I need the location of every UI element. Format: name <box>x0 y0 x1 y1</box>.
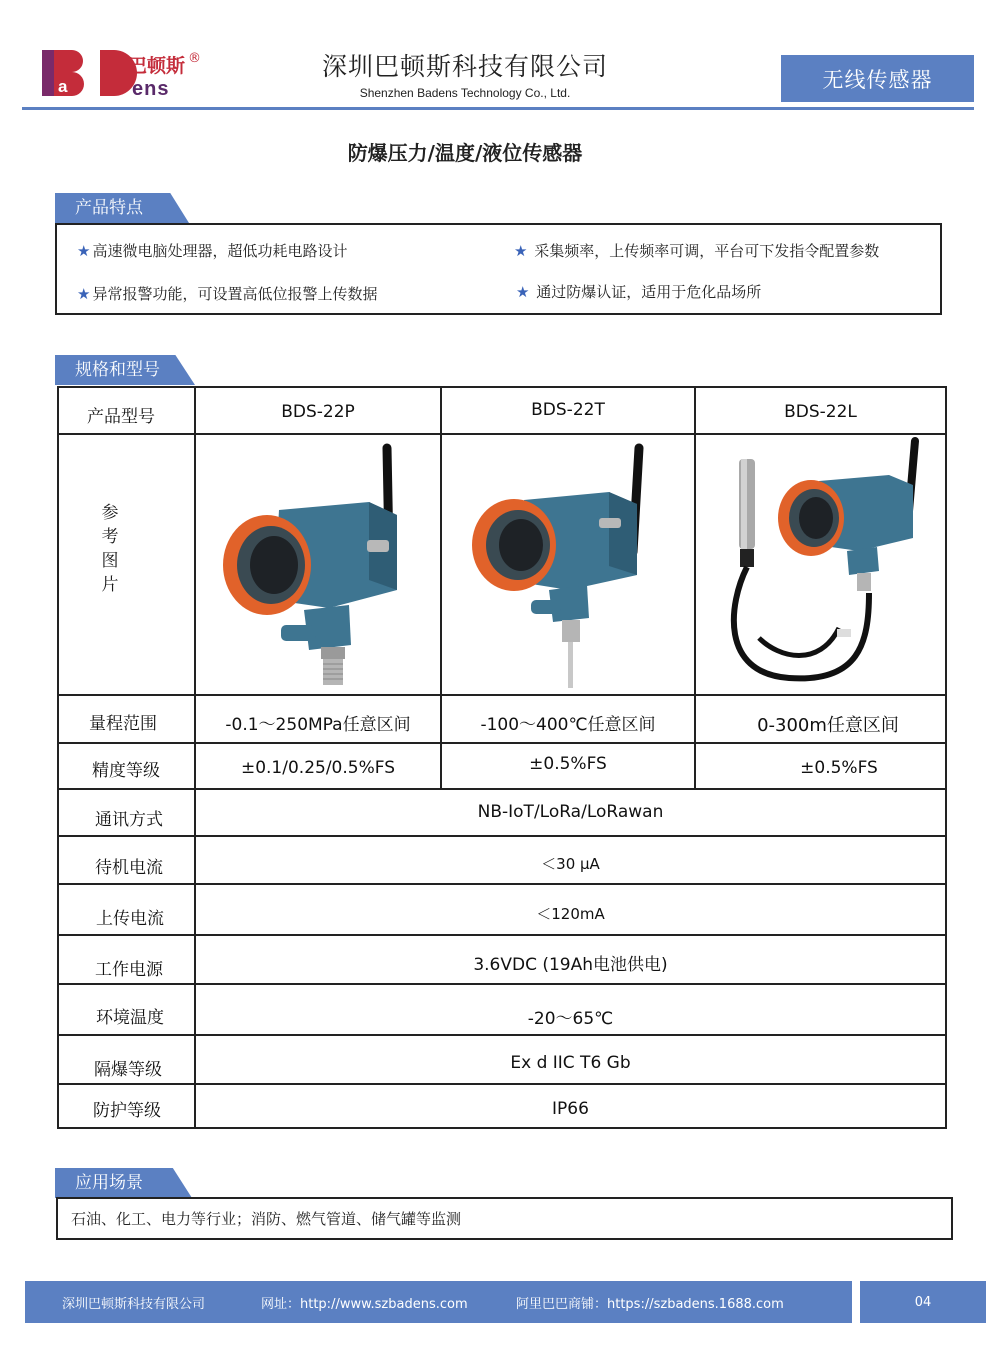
page-number: 04 <box>860 1281 986 1323</box>
upload-current-value: ＜120mA <box>536 905 605 923</box>
feature-item: ★ 通过防爆认证，适用于危化品场所 <box>516 283 762 301</box>
feature-item: ★ 高速微电脑处理器，超低功耗电路设计 <box>77 242 348 260</box>
explosion-grade-value: Ex d IIC T6 Gb <box>510 1053 631 1073</box>
svg-text:®: ® <box>188 51 201 66</box>
row-label: 精度等级 <box>92 761 160 781</box>
header-divider <box>22 107 974 110</box>
range-value: -100～400℃任意区间 <box>480 715 656 735</box>
row-label: 工作电源 <box>95 960 163 980</box>
footer-bar <box>25 1281 852 1323</box>
application-text: 石油、化工、电力等行业；消防、燃气管道、储气罐等监测 <box>71 1210 462 1228</box>
model-name: BDS-22T <box>531 400 605 420</box>
comm-value: NB-IoT/LoRa/LoRawan <box>477 802 664 822</box>
company-name-en: Shenzhen Badens Technology Co., Ltd. <box>359 86 571 100</box>
protection-grade-value: IP66 <box>552 1099 589 1119</box>
star-icon: ★ <box>516 283 530 301</box>
picture-label: 参 考 图 片 <box>101 503 119 595</box>
svg-text:ens: ens <box>132 78 170 98</box>
feature-item: ★ 异常报警功能，可设置高低位报警上传数据 <box>77 285 378 303</box>
company-name-cn: 深圳巴顿斯科技有限公司 <box>321 52 608 81</box>
star-icon: ★ <box>77 285 91 303</box>
row-label: 待机电流 <box>95 858 163 878</box>
company-logo <box>40 46 218 98</box>
accuracy-value: ±0.5%FS <box>529 754 607 774</box>
section-tab-spec: 规格和型号 <box>55 355 195 385</box>
svg-text:巴顿斯: 巴顿斯 <box>128 55 186 77</box>
power-value: 3.6VDC (19Ah电池供电) <box>473 955 668 975</box>
feature-item: ★ 采集频率，上传频率可调，平台可下发指令配置参数 <box>514 242 880 260</box>
pressure-sensor-image <box>219 440 419 690</box>
footer-shop[interactable]: 阿里巴巴商铺：https://szbadens.1688.com <box>516 1297 784 1312</box>
ambient-temp-value: -20～65℃ <box>527 1009 614 1029</box>
accuracy-value: ±0.1/0.25/0.5%FS <box>240 758 396 778</box>
star-icon: ★ <box>77 242 91 260</box>
model-name: BDS-22P <box>281 402 355 422</box>
star-icon: ★ <box>514 242 528 260</box>
footer-company: 深圳巴顿斯科技有限公司 <box>62 1297 206 1312</box>
company-name-block <box>300 52 630 100</box>
level-sensor-image <box>719 433 939 693</box>
row-label: 上传电流 <box>96 909 164 929</box>
features-box <box>55 223 942 315</box>
row-label: 防护等级 <box>93 1101 161 1121</box>
temperature-sensor-image <box>469 440 669 690</box>
accuracy-value: ±0.5%FS <box>800 758 878 778</box>
range-value: -0.1～250MPa任意区间 <box>225 715 411 735</box>
row-label: 通讯方式 <box>95 810 163 830</box>
page-title: 防爆压力/温度/液位传感器 <box>347 141 583 165</box>
model-label: 产品型号 <box>87 407 155 427</box>
footer-website[interactable]: 网址：http://www.szbadens.com <box>261 1297 468 1312</box>
row-label: 环境温度 <box>96 1008 164 1028</box>
range-value: 0-300m任意区间 <box>757 715 899 736</box>
application-box <box>56 1197 953 1240</box>
model-name: BDS-22L <box>784 402 857 422</box>
section-tab-features: 产品特点 <box>55 193 189 223</box>
svg-text:a: a <box>58 77 68 96</box>
row-label: 隔爆等级 <box>94 1060 162 1080</box>
section-tab-application: 应用场景 <box>55 1168 192 1198</box>
category-tag: 无线传感器 <box>781 55 974 102</box>
row-label: 量程范围 <box>89 714 157 734</box>
spec-table <box>57 386 947 1129</box>
standby-current-value: ＜30 μA <box>541 855 600 873</box>
